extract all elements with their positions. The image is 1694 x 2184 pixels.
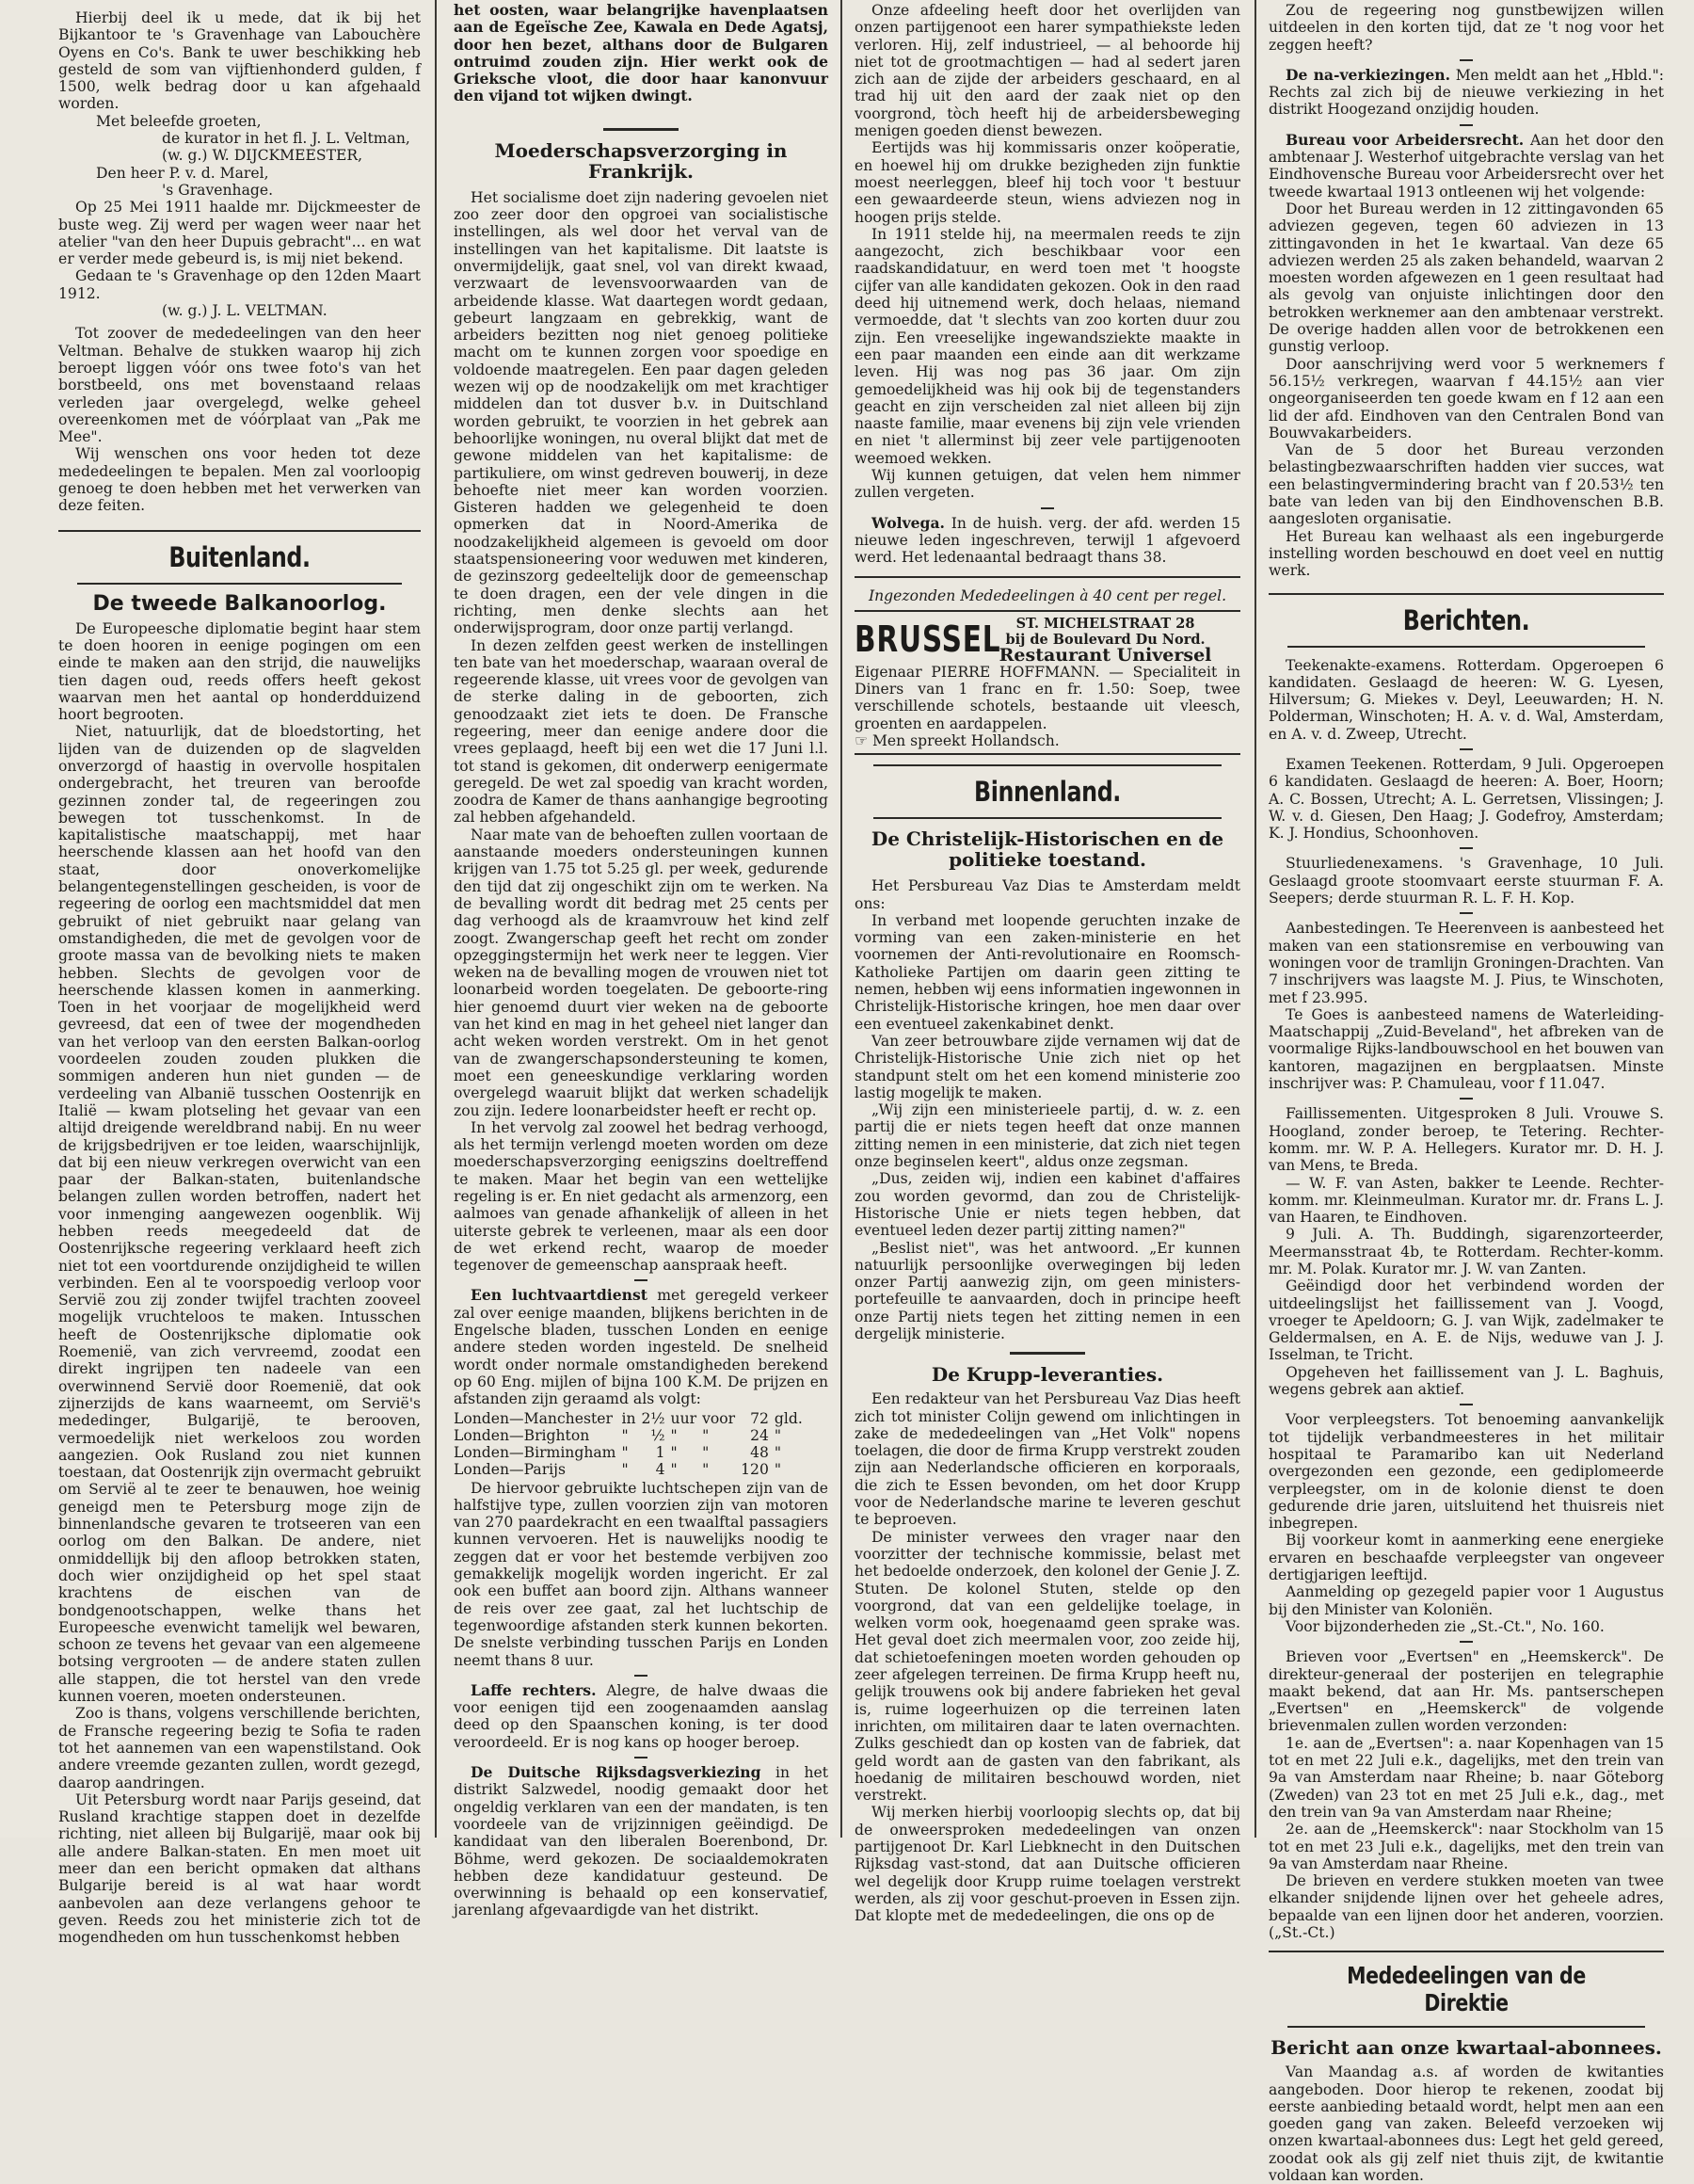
paragraph: Wij merken hierbij voorloopig slechts op, dat bij de onweersproken mededeelingen van onzen partijgenoot Dr. Karl Liebknecht in den Duitschen Rijksdag vast-stond, dat aan Duitsche officieren wel degelijk door Krupp ruime toelagen verstrekt werden, als zij voor geschut-proeven in Essen zijn. Dat klopte met de mededeelingen, die ons op de xyxy=(855,1804,1240,1925)
paragraph: Niet, natuurlijk, dat de bloedstorting, het lijden van de duizenden op de slagvelden onverzorgd of haastig in overvolle hospitalen ondergebracht, het treuren van beroofde gezinnen zonder tal, de regeeringen zou bewegen tot tusschenkomst. In de kapitalistische maatschappij, met haar heerschende klassen aan het hoofd van den staat, door onoverkomelijke belangentegenstellingen gescheiden, is voor de regeering de oorlog een machtsmiddel dat men gebruikt of niet gebruikt naar gelang van omstandigheden, die met de gevolgen voor de groote massa van de bevolking niets te maken hebben. Slechts de gevolgen voor de heerschende klassen komen in aanmerking. Toen in het voorjaar de mogelijkheid werd gevreesd, dat een of twee der mogendheden van het verloop van den eersten Balkan-oorlog voordeelen zouden zouden plukken die sommigen anderen hun niet gunden — de verdeeling van Albanië tusschen Oostenrijk en Italië — kwam plotseling het gevaar van een altijd dreigende wereldbrand nabij. En nu weer de krijgsbedrijven er toe leiden, waarschijnlijk, dat bij een nieuw verkregen overwicht van een paar der Balkan-staten, buitenlandsche belangen zullen worden betroffen, nadert het voor inmenging aangewezen oogenblik. Wij hebben reeds meegedeeld dat de Oostenrijksche regeering verklaard heeft zich niet tot een voortdurende onzijdigheid te willen verbinden. Een al te voorspoedig verloop voor Serviё zou zij zonder twijfel trachten zooveel mogelijk vruchteloos te maken. Intusschen heeft de Oostenrijksche diplomatie ook Roemeniё, van zich vervreemd, zoodat een direkt ingrijpen ten nadeele van een overwinnend Serviё door Roemeniё, dat ook zijnerzijds de kans waarneemt, om Serviё's mededinger, Bulgarijё, te berooven, vermoedelijk niet werkeloos zou worden aangezien. Ook Rusland zou niet kunnen toestaan, dat Oostenrijk zijn overmacht gebruikt om Serviё al te zeer te benauwen, hoe weinig geneigd men te Petersburg moge zijn de binnenlandsche gevaren te trotseeren van een oorlog om den Balkan. De andere, niet onmiddellijk bij den afloop betrokken staten, doch wier onzijdigheid op het spel staat krachtens de eischen van de bondgenootschappen, welke thans het Europeesche evenwicht tamelijk wel bewaren, schoon ze tevens het gevaar van een algemeene botsing vergrooten — de andere staten zullen alle stappen, die tot herstel van den vrede kunnen voeren, moeten ondersteunen. xyxy=(58,723,421,1706)
paragraph: De Europeesche diplomatie begint haar stem te doen hooren in eenige pogingen om een einde te maken aan den strijd, die nauwelijks tien dagen oud, reeds offers heeft gekost waarvan men het aantal op honderdduizend hoort begrooten. xyxy=(58,619,421,724)
divider xyxy=(634,1279,647,1281)
fare-cell: " xyxy=(702,1460,710,1478)
divider xyxy=(1460,1098,1473,1100)
fare-cell: 4 xyxy=(655,1460,665,1478)
article-headline: De Christelijk-Historischen en de politieke toestand. xyxy=(871,827,1224,872)
ad-city: BRUSSEL xyxy=(855,618,1001,661)
fare-cell: " xyxy=(621,1443,629,1461)
fare-row xyxy=(454,1461,808,1478)
fare-cell: 120 xyxy=(741,1460,769,1478)
article-headline: Moederschapsverzorging in Frankrijk. xyxy=(494,138,788,183)
addressee-line: Den heer P. v. d. Marel, xyxy=(96,164,269,182)
section-title: Buitenland. xyxy=(168,540,311,573)
section-title: Binnenland. xyxy=(974,776,1121,809)
signature-line: de kurator in het fl. J. L. Veltman, xyxy=(162,130,410,148)
ad-address: bij de Boulevard Du Nord. xyxy=(1005,631,1206,648)
signature-line: (w. g.) J. L. VELTMAN. xyxy=(162,302,328,320)
divider xyxy=(634,1675,647,1677)
notice: — W. F. van Asten, bakker te Leende. Rechter-komm. mr. Kleinmeulman. Kurator mr. dr. Frans L. J. van Haaren, te Eindhoven. xyxy=(1269,1174,1664,1227)
fare-cell: 2½ xyxy=(641,1409,665,1427)
paragraph: Het Persbureau Vaz Dias te Amsterdam meldt ons: xyxy=(855,877,1240,912)
article-headline: De Krupp-leveranties. xyxy=(931,1363,1164,1387)
fare-cell: Londen—Birmingham xyxy=(454,1443,616,1461)
notice: Te Goes is aanbesteed namens de Waterleiding-Maatschappij „Zuid-Beveland", het afbreken van de voormalige Rijks-landbouwschool en het bouwen van kantoren, magazijnen en bergplaatsen. Minste inschrijver was: P. Chamuleau, voor f 11.047. xyxy=(1269,1005,1664,1093)
notice: Teekenakte-examens. Rotterdam. Opgeroepen 6 kandidaten. Geslaagd de heeren: W. G. Lyesen, Hilversum; G. Miekes v. Deyl, Leeuwarden; H. N. Polderman, Winschoten; H. A. v. d. Wal, Amsterdam, en A. v. d. Zweep, Utrecht. xyxy=(1269,656,1664,743)
ad-address: ST. MICHELSTRAAT 28 xyxy=(1015,615,1195,632)
fare-table xyxy=(454,1410,808,1478)
news-item-lead: Een luchtvaartdienst xyxy=(471,1286,647,1305)
fare-row xyxy=(454,1444,808,1461)
fare-cell: " xyxy=(621,1460,629,1478)
divider xyxy=(855,576,1240,578)
paragraph: In dezen zelfden geest werken de instellingen ten bate van het moederschap, waaraan overal de regeerende klasse, uit vrees voor de gevolgen van de sterke daling in de geboorten, zich genoodzaakt ziet iets te doen. De Fransche regeering, meer dan eenige andere door die vrees geplaagd, heeft bij een wet die 17 Juni l.l. tot stand is gekomen, dit onderwerp eenigermate geregeld. De wet zal spoedig van kracht worden, zoodra de Kamer de thans aanhangige begrooting zal hebben afgehandeld. xyxy=(454,636,828,827)
divider xyxy=(1010,1352,1085,1355)
section-rule xyxy=(58,530,421,532)
fare-cell: " xyxy=(702,1443,710,1461)
notice: 2e. aan de „Heemskerck": naar Stockholm van 15 tot en met 23 Juli e.k., dagelijks, met den trein van 9a van Amsterdam naar Rheine. xyxy=(1269,1821,1664,1872)
notice: Stuurliedenexamens. 's Gravenhage, 10 Juli. Geslaagd groote stoomvaart eerste stuurman F. A. Seepers; derde stuurman R. L. F. H. Kop. xyxy=(1269,855,1664,907)
paragraph: Naar mate van de behoeften zullen voortaan de aanstaande moeders ondersteuningen kunnen krijgen van 1.75 tot 5.25 gl. per week, gedurende den tijd dat zij ongeschikt zijn om te werken. Na de bevalling wordt dit bedrag met 25 cents per dag verhoogd als de kraamvrouw het kind zelf zoogt. Zwangerschap geeft het recht om zonder opzeggingstermijn het werk neer te leggen. Vier weken na de bevalling mogen de vrouwen niet tot loonarbeid worden toegelaten. De geboorte-ring hier genoemd duurt vier weken na de geboorte van het kind en mag in het geheel niet langer dan acht weken worden verstrekt. Om in het genot van de zwangerschapsondersteuning te komen, moet een geneeskundige verklaring worden overgelegd waaruit blijkt dat werken schadelijk zou zijn. Iedere loonarbeidster heeft er recht op. xyxy=(454,826,828,1119)
fare-cell: " xyxy=(670,1426,678,1444)
news-item: Bureau voor Arbeidersrecht. Aan het door den ambtenaar J. Westerhof uitgebrachte verslag van het Eindhovensche Bureau voor Arbeidersrecht over het tweede kwartaal 1913 ontleenen wij het volgende: xyxy=(1269,130,1665,201)
paragraph: In het vervolg zal zoowel het bedrag verhoogd, als het termijn verlengd moeten worden om deze moederschapsverzorging eenigszins doeltreffend te maken. Maar het begin van een wettelijke regeling is er. En niet gedacht als armenzorg, een aalmoes van genade afhankelijk of alleen in het uiterste gebrek te verleenen, maar als een door de wet erkend recht, waarop de moeder tegenover de gemeenschap aanspraak heeft. xyxy=(454,1118,828,1275)
paragraph: Door het Bureau werden in 12 zittingavonden 65 adviezen gegeven, tegen 60 adviezen in 13 zittingavonden in het 1e kwartaal. Van deze 65 adviezen werden 25 als zaken behandeld, waarvan 2 moesten worden afgewezen en 1 geen resultaat had als gevolg van onjuiste inlichtingen door den betrokken werknemer aan den ambtenaar verstrekt. De overige hadden allen voor de betrokkenen een gunstig verloop. xyxy=(1269,200,1664,356)
fare-cell: Londen—Parijs xyxy=(454,1460,567,1478)
fare-cell: Londen—Brighton xyxy=(454,1426,590,1444)
news-item: Wolvega. In de huish. verg. der afd. werden 15 nieuwe leden ingeschreven, terwijl 1 afgevoerd werd. Het ledenaantal bedraagt thans 38. xyxy=(855,513,1240,567)
article-headline: Bericht aan onze kwartaal-abonnees. xyxy=(1270,2036,1662,2060)
pointing-hand-icon: ☞ xyxy=(855,731,868,749)
fare-cell: 72 xyxy=(750,1409,769,1427)
fare-cell: gld. xyxy=(774,1409,803,1427)
notice: Bij voorkeur komt in aanmerking eene energieke ervaren en beschaafde verpleegster van ongeveer dertigjarigen leeftijd. xyxy=(1269,1532,1664,1584)
news-item: De na-verkiezingen. Men meldt aan het „Hbld.": Rechts zal zich bij de nieuwe verkiezing in het distrikt Hoogezand onzijdig houden. xyxy=(1269,65,1664,119)
paragraph: Zou de regeering nog gunstbewijzen willen uitdeelen in den korten tijd, dat ze 't nog voor het zeggen heeft? xyxy=(1269,2,1664,54)
column-divider xyxy=(840,0,842,1838)
divider xyxy=(1460,1404,1473,1405)
divider xyxy=(634,1757,647,1758)
signature-line: Met beleefde groeten, xyxy=(96,112,262,130)
notice: Examen Teekenen. Rotterdam, 9 Juli. Opgeroepen 6 kandidaten. Geslaagd de heeren: A. Boer, Hoorn; A. C. Bossen, Utrecht; A. L. Gerretsen, Vlissingen; J. W. v. d. Giesen, Den Haag; J. Godefroy, Amsterdam; K. J. Hondius, Schoonhoven. xyxy=(1269,755,1664,843)
advertisement xyxy=(855,610,1240,755)
divider xyxy=(603,128,679,131)
fare-cell: " xyxy=(774,1426,782,1444)
notice: Geëindigd door het verbindend worden der uitdeelingslijst het faillissement van J. Voogd, vroeger te Apeldoorn; G. J. van Wijk, zadelmaker te Geldermalsen, en A. E. de Nijs, weduwe van J. J. Isselman, te Tricht. xyxy=(1269,1277,1664,1364)
fare-cell: " xyxy=(774,1460,782,1478)
ad-restaurant-name: Restaurant Universel xyxy=(999,644,1212,666)
notice: 9 Juli. A. Th. Buddingh, sigarenzorteerder, Meermansstraat 4b, te Rotterdam. Rechter-komm. mr. M. Polak. Kurator mr. J. W. van Zanten. xyxy=(1269,1226,1664,1277)
paragraph: Zoo is thans, volgens verschillende berichten, de Fransche regeering bezig te Sofia te raden tot het aannemen van een wapenstilstand. Ook andere vreemde gezanten zullen, wordt gezegd, daarop aandringen. xyxy=(58,1705,421,1791)
notice: Opgeheven het faillissement van J. L. Baghuis, wegens gebrek aan aktief. xyxy=(1269,1363,1664,1399)
article-headline: De tweede Balkanoorlog. xyxy=(92,591,387,616)
divider xyxy=(1460,748,1473,750)
paragraph: Op 25 Mei 1911 haalde mr. Dijckmeester de buste weg. Zij werd per wagen weer naar het atelier "van den heer Dupuis gebracht"... en wat er verder mede gebeurd is, is mij niet bekend. xyxy=(58,199,421,268)
notice: Faillissementen. Uitgesproken 8 Juli. Vrouwe S. Hoogland, zonder beroep, te Tetering. Rechter-komm. mr. W. P. A. Hellegers. Kurator mr. D. H. J. van Mens, te Breda. xyxy=(1269,1105,1664,1175)
paragraph: Van Maandag a.s. af worden de kwitanties aangeboden. Door hierop te rekenen, zoodat bij eerste aanbieding betaald wordt, helpt men aan een goeden gang van zaken. Beleefd verzoeken wij onzen kwartaal-abonnees dus: Legt het geld gereed, zoodat ook als gij zelf niet thuis zijt, de kwitantie voldaan kan worden. xyxy=(1269,2064,1664,2184)
column-2 xyxy=(444,0,838,1919)
fare-cell: " xyxy=(702,1426,710,1444)
news-item-lead: De na-verkiezingen. xyxy=(1286,65,1451,84)
divider xyxy=(1460,59,1473,61)
divider xyxy=(1460,1641,1473,1643)
paragraph: In verband met loopende geruchten inzake de vorming van een zaken-ministerie en het voornemen der Anti-revolutionaire en Roomsch-Katholieke Partijen om daarin geen zitting te nemen, hebben wij eens informatien ingewonnen in Christelijk-Historische kringen, hoe men daar over een eventueel zakenkabinet denkt. xyxy=(855,911,1240,1033)
fare-cell: " xyxy=(621,1426,629,1444)
divider xyxy=(1287,646,1645,648)
column-4 xyxy=(1259,0,1673,2184)
divider xyxy=(1041,507,1054,509)
paragraph: Eertijds was hij kommissaris onzer koöperatie, en hoewel hij om drukke bezigheden zijn funktie moest neerleggen, bleef hij toch voor 't bestuur een gewaardeerde steun, wiens adviezen nog in hoogen prijs stelde. xyxy=(855,139,1240,226)
notice: Aanmelding op gezegeld papier voor 1 Augustus bij den Minister van Koloniën. xyxy=(1269,1583,1664,1618)
news-item: De Duitsche Rijksdagsverkiezing in het distrikt Salzwedel, noodig gemaakt door het ongeldig verklaren van een der mandaten, is ten voordeele van de vrijzinnigen geëindigd. De kandidaat van den liberalen Boerenbond, Dr. Böhme, werd gekozen. De sociaaldemokraten hebben deze kandidatuur gesteund. De overwinning is behaald op een konservatief, jarenlang afgevaardigde van het distrikt. xyxy=(454,1763,828,1919)
paragraph: „Wij zijn een ministerieele partij, d. w. z. een partij die er niets tegen heeft dat onze mannen zitting nemen in een ministerie, dat zich niet tegen onze beginselen keert", aldus onze zegsman. xyxy=(855,1101,1240,1171)
news-item-lead: Bureau voor Arbeidersrecht. xyxy=(1286,130,1525,149)
divider xyxy=(77,583,402,585)
fare-cell: 1 xyxy=(655,1443,665,1461)
divider xyxy=(873,764,1222,766)
notice: De brieven en verdere stukken moeten van twee elkander snijdende lijnen over het geheele adres, bepaalde van een lijnen door het anderen, voorzien. („St.-Ct.) xyxy=(1269,1872,1664,1941)
paragraph: Van de 5 door het Bureau verzonden belastingbezwaarschriften hadden vier succes, wat een belastingvermindering bracht van f 20.53½ ten bate van leden van bij den Eindhovenschen B.B. aangesloten organisatie. xyxy=(1269,442,1664,528)
paragraph: Tot zoover de mededeelingen van den heer Veltman. Behalve de stukken waarop hij zich beroept liggen vóór ons twee foto's van het borstbeeld, ons met bovenstaand relaas verleden jaar overgelegd, welke geheel overeenkomen met de vóórplaat van „Pak me Mee". xyxy=(58,325,421,446)
ad-tail: ☞ Men spreekt Hollandsch. xyxy=(855,731,1060,749)
paragraph: Wij kunnen getuigen, dat velen hem nimmer zullen vergeten. xyxy=(855,467,1240,502)
paragraph: Door aanschrijving werd voor 5 werknemers f 56.15½ verkregen, waarvan f 44.15½ aan vier ongeorganiseerden ten goede kwam en f 12 aan een lid der afd. Eindhoven van den Centralen Bond van Bouwvakarbeiders. xyxy=(1269,355,1664,442)
paragraph: „Dus, zeiden wij, indien een kabinet d'affaires zou worden gevormd, dan zou de Christelijk-Historische Unie er niets tegen hebben, dat eventueel leden dezer partij zitting namen?" xyxy=(855,1170,1240,1240)
paragraph: het oosten, waar belangrijke havenplaatsen aan de Egeїsche Zee, Kawala en Dede Agatsj, door hen bezet, althans door de Bulgaren ontruimd zouden zijn. Hier werkt ook de Grieksche vloot, die door haar kanonvuur den vijand tot wijken dwingt. xyxy=(454,1,828,105)
paragraph: Uit Petersburg wordt naar Parijs geseind, dat Rusland krachtige stappen doet in dezelfde richting, niet alleen bij Bulgarijё, maar ook bij alle andere Balkan-staten. En men moet uit meer dan een bericht opmaken dat althans Bulgarije bereid is al wat haar wordt aanbevolen aan deze verlangens gehoor te geven. Reeds zou het ministerie zich tot de mogendheden om hun tusschenkomst hebben xyxy=(58,1791,421,1947)
fare-cell: " xyxy=(774,1443,782,1461)
fare-cell: " xyxy=(670,1443,678,1461)
column-1 xyxy=(49,0,430,1947)
notice: Voor verpleegsters. Tot benoeming aanvankelijk tot tijdelijk verbandmeesteres in het militair hospitaal te Paramaribo kan uit Nederland overgezonden een gezonde, een gediplomeerde verpleegster, om in de kolonie dienst te doen gedurende drie jaren, uitsluitend het thuisreis niet inbegrepen. xyxy=(1269,1411,1664,1533)
ad-body: Eigenaar PIERRE HOFFMANN. — Specialiteit in Diners van 1 franc en fr. 1.50: Soep, twee verschillende schotels, bestaande uit vleesch, groenten en aardappelen. xyxy=(855,663,1240,732)
news-item-lead: Wolvega. xyxy=(871,513,945,532)
fare-cell: Londen—Manchester xyxy=(454,1409,613,1427)
paragraph: Een redakteur van het Persbureau Vaz Dias heeft zich tot minister Colijn gewend om inlichtingen in zake de mededeelingen van „Het Volk" nopens toelagen, die door de firma Krupp verstrekt zouden zijn aan Nederlandsche officieren en korporaals, die zich te Essen bevonden, om het door Krupp voor de Nederlandsche marine te leveren geschut te beproeven. xyxy=(855,1390,1240,1529)
fare-cell: " xyxy=(670,1460,678,1478)
paragraph: Gedaan te 's Gravenhage op den 12den Maart 1912. xyxy=(58,267,421,302)
fare-row xyxy=(454,1427,808,1444)
section-title: Berichten. xyxy=(1402,603,1530,636)
fare-cell: 24 xyxy=(750,1426,769,1444)
notice: 1e. aan de „Evertsen": a. naar Kopenhagen van 15 tot en met 22 Juli e.k., dagelijks, met den trein van 9a van Amsterdam naar Rheine; b. naar Göteborg (Zweden) van 23 tot en met 25 Juli e.k., dag., met den trein van 9a van Amsterdam naar Rheine; xyxy=(1269,1734,1664,1821)
paragraph: Onze afdeeling heeft door het overlijden van onzen partijgenoot een harer sympathiekste leden verloren. Hij, zelf industrieel, — al behoorde hij niet tot de grootmachtigen — had al sedert jaren zich aan de zijde der arbeiders geschaard, en al trad hij uit den aard der zaak niet op den voorgrond, tòch heeft hij de arbeidersbeweging menigen goeden dienst bewezen. xyxy=(855,2,1240,140)
fare-cell: in xyxy=(621,1409,636,1427)
notice: Aanbestedingen. Te Heerenveen is aanbesteed het maken van een stationsremise en verbouwing van woningen voor de tramlijn Groningen-Drachten. Van 7 inschrijvers was laagste M. J. Pius, te Winschoten, met f 23.995. xyxy=(1269,920,1664,1006)
divider xyxy=(1460,847,1473,849)
divider xyxy=(1460,124,1473,126)
paragraph: Het socialisme doet zijn nadering gevoelen niet zoo zeer door den opgroei van socialistische instellingen, als wel door het verval van de instellingen van het kapitalisme. Dit laatste is onvermijdelijk, gaat snel, vol van direkt kwaad, verzwaart de levensvoorwaarden van de arbeidende klasse. Wat daartegen wordt gedaan, gebeurt langzaam en gebrekkig, want de arbeiders bezitten nog niet genoeg politieke macht om te kunnen zorgen voor spoedige en voldoende maatregelen. Een paar dagen geleden wezen wij op de noodzakelijk om met krachtiger middelen dan tot dusver b.v. in Duitschland worden gebruikt, te voorzien in het gebrek aan behoorlijke woningen, nu overal blijkt dat met de gewone middelen van het kapitalisme: de partikuliere, om winst gedreven bouwerij, in deze behoefte niet meer kan worden voorzien. Gisteren hadden we gelegenheid te doen opmerken dat in Noord-Amerika de noodzakelijkheid algemeen is gevoeld om door staatspensioneering voor weduwen met kinderen, de gezinszorg gedeeltelijk door de gemeenschap te doen dragen, een der vele dingen in die richting, men denke slechts aan het onderwijsprogram, door onze partij verlangd. xyxy=(454,188,828,637)
paragraph: Van zeer betrouwbare zijde vernamen wij dat de Christelijk-Historische Unie zich niet op het standpunt stelt om het een komend ministerie zoo lastig mogelijk te maken. xyxy=(855,1032,1240,1101)
news-item: Laffe rechters. Alegre, de halve dwaas die voor eenigen tijd een zoogenaamden aanslag deed op den Spaanschen koning, is ter dood veroordeeld. Er is nog kans op hooger beroep. xyxy=(454,1680,828,1751)
paragraph: De hiervoor gebruikte luchtschepen zijn van de halfstijve type, zullen voorzien zijn van motoren van 270 paardekracht en een twaalftal passagiers kunnen vervoeren. Het is nauwelijks noodig te zeggen dat er voor het bestemde verbijven zoo gemakkelijk mogelijk worden ingericht. Er zal ook een buffet aan boord zijn. Althans wanneer de reis over zee gaat, zal het luchtschip de tegenwoordige afstanden sterk kunnen bekorten. De snelste verbinding tusschen Parijs en Londen neemt thans 8 uur. xyxy=(454,1479,828,1669)
fare-cell: 48 xyxy=(750,1443,769,1461)
notice: Voor bijzonderheden zie „St.-Ct.", No. 160. xyxy=(1286,1617,1605,1635)
signature-line: (w. g.) W. DIJCKMEESTER, xyxy=(162,147,363,165)
divider xyxy=(1287,2026,1645,2028)
addressee-line: 's Gravenhage. xyxy=(162,181,274,199)
fare-cell: voor xyxy=(702,1409,736,1427)
column-divider xyxy=(1255,0,1256,1838)
section-rule xyxy=(1269,1951,1664,1952)
section-rule xyxy=(1269,593,1664,595)
news-item-lead: Laffe rechters. xyxy=(471,1680,597,1699)
fare-row xyxy=(454,1410,808,1427)
news-item-lead: De Duitsche Rijksdagsverkiezing xyxy=(471,1763,761,1782)
column-divider xyxy=(435,0,437,1838)
column-3 xyxy=(845,0,1250,1925)
news-item: Een luchtvaartdienst met geregeld verkeer zal over eenige maanden, blijkens berichten in de Engelsche bladen, tusschen Londen en eenige andere steden worden ingesteld. De snelheid wordt onder normale omstandigheden berekend op 60 Eng. mijlen of bijna 100 K.M. De prijzen en afstanden zijn geraamd als volgt: xyxy=(454,1286,828,1408)
divider xyxy=(873,817,1222,819)
paragraph: In 1911 stelde hij, na meermalen reeds te zijn aangezocht, zich beschikbaar voor een raadskandidatuur, en werd toen met 't hoogste cijfer van alle kandidaten gekozen. Ook in den raad deed hij uitnemend werk, doch helaas, niemand vermoedde, dat 't slechts van zoo korten duur zou zijn. Een vreeselijke ingewandsziekte maakte in een paar maanden een einde aan dit werkzame leven. Hij was nog pas 36 jaar. Om zijn gemoedelijkheid was hij ook bij de tegenstanders geacht en zijn verscheiden zal niet alleen bij zijn naaste familie, maar evenens bij zijn vele vrienden en niet 't allerminst bij zeer vele partijgenooten weemoed wekken. xyxy=(855,225,1240,467)
letter-text: Hierbij deel ik u mede, dat ik bij het Bijkantoor te 's Gravenhage van Labouchère Oyens en Co's. Bank te uwer beschikking heb gesteld de som van vijftienhonderd gulden, f 1500, welk bedrag door u kan afgehaald worden. xyxy=(58,9,421,113)
paragraph: „Beslist niet", was het antwoord. „Er kunnen natuurlijk persoonlijke overwegingen bij leden onzer Partij aanwezig zijn, om geen ministers-portefeuille te aanvaarden, doch in principe heeft onze Partij niets tegen het zitting nemen in een dergelijk ministerie. xyxy=(855,1239,1240,1342)
paragraph: De minister verwees den vrager naar den voorzitter der technische kommissie, belast met het bedoelde onderzoek, den kolonel der Genie J. Z. Stuten. De kolonel Stuten, stelde op den voorgrond, dat van een geldelijke toelage, in welken vorm ook, hoegenaamd geen sprake was. Het geval doet zich meermalen voor, zoo zeide hij, dat schietoefeningen moeten worden gehouden op zeer afgelegen terreinen. De firma Krupp heeft nu, gelijk trouwens ook bij andere fabrieken het geval is, ruime logeerhuizen op die terreinen laten inrichten, om militairen daar te laten overnachten. Zulks geschiedt dan op kosten van de fabriek, dat geld wordt aan de gasten van den fabrikant, als hoedanig de militairen beschouwd worden, niet verstrekt. xyxy=(855,1528,1240,1805)
section-title: Mededeelingen van de Direktie xyxy=(1347,1962,1586,2017)
notice: Brieven voor „Evertsen" en „Heemskerck". De direkteur-generaal der posterijen en telegraphie maakt bekend, dat aan Hr. Ms. pantserschepen „Evertsen" en „Heemskerck" de volgende brievenmalen zullen worden verzonden: xyxy=(1269,1648,1664,1735)
paragraph: Het Bureau kan welhaast als een ingeburgerde instelling worden beschouwd en doet veel en nuttig werk. xyxy=(1269,527,1664,580)
fare-cell: ½ xyxy=(650,1426,665,1444)
ad-notice: Ingezonden Mededeelingen à 40 cent per regel. xyxy=(868,586,1227,604)
divider xyxy=(1460,912,1473,914)
paragraph: Wij wenschen ons voor heden tot deze mededeelingen te bepalen. Men zal voorloopig genoeg te doen hebben met het verwerken van deze feiten. xyxy=(58,445,421,515)
fare-cell: uur xyxy=(670,1409,697,1427)
